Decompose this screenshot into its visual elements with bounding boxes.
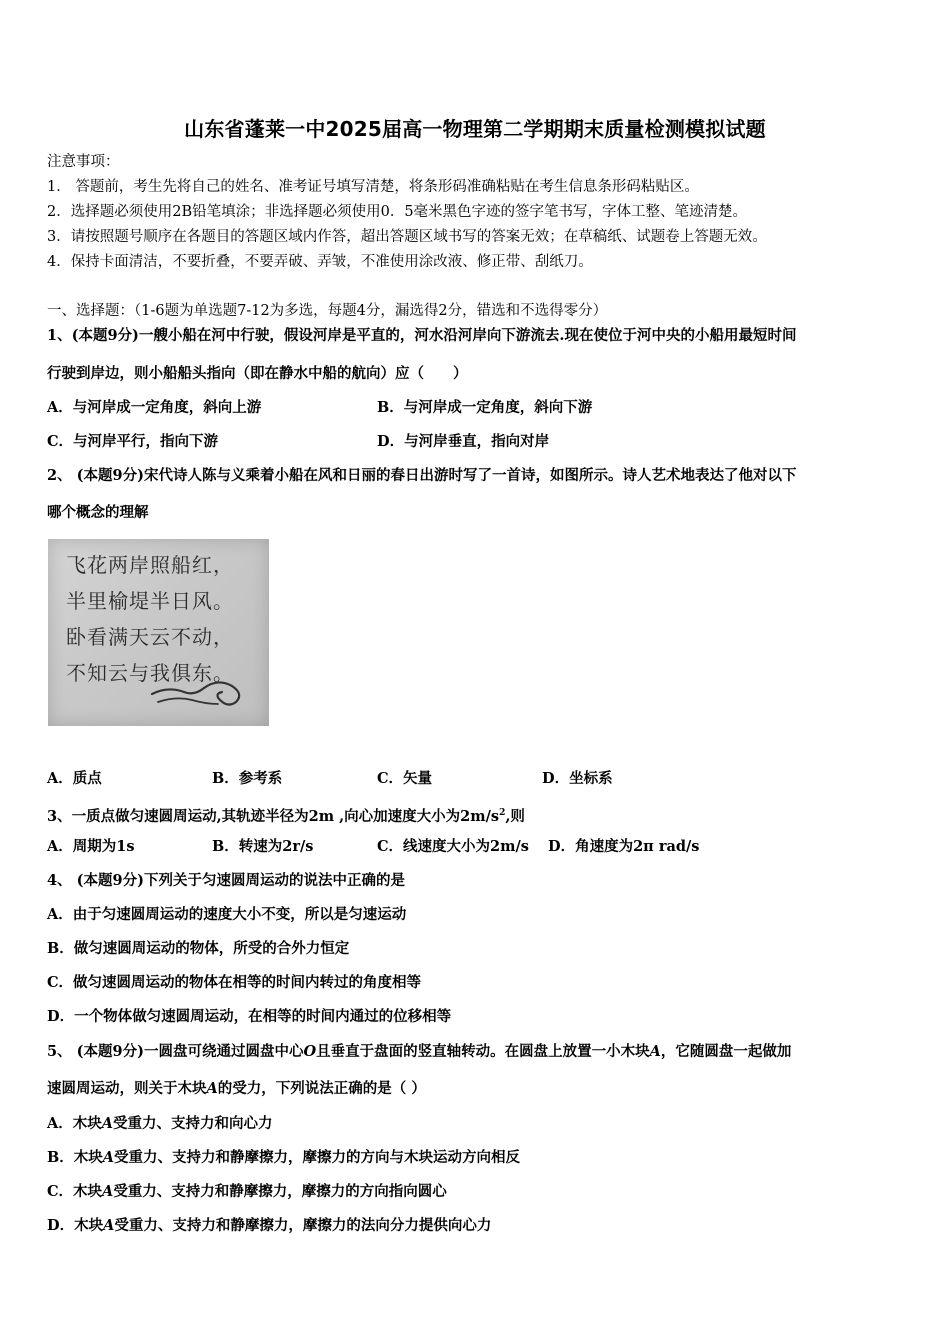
q5-var-a: A [206,1080,218,1097]
q5-option-a [47,1114,273,1134]
q1-option-c: C．与河岸平行，指向下游 [47,433,219,450]
q1-stem-line2: 行驶到岸边，则小船船头指向（即在静水中船的航向）应（ ） [47,365,468,382]
poem-line: 卧看满天云不动， [66,625,234,649]
q5-text: ，它随圆盘一起做加 [660,1043,792,1060]
q1-option-a: A．与河岸成一定角度，斜向上游 [47,399,262,416]
q5-option-text: 受重力、支持力和向心力 [113,1115,273,1132]
q5-option-text: B．木块 [47,1149,103,1166]
q3-stem-sup: 2 [499,808,506,818]
q2-option-b: B．参考系 [212,770,283,787]
q5-option-text: 受重力、支持力和静摩擦力，摩擦力的法向分力提供向心力 [114,1217,492,1234]
q3-stem-text: 3、一质点做匀速圆周运动,其轨迹半径为2m ,向心加速度大小为2m/s [47,807,500,825]
poem-image [48,539,269,726]
page-title: 山东省蓬莱一中2025届高一物理第二学期期末质量检测模拟试题 [184,117,766,141]
poem-line: 半里榆堤半日风。 [66,589,234,613]
q5-var-a: A [101,1115,114,1132]
q1-stem-line1: 1、(本题9分)一艘小船在河中行驶，假设河岸是平直的，河水沿河岸向下游流去.现在使位于河中央的小船用最短时间 [47,327,797,344]
q5-option-b [47,1148,520,1168]
q3-option-d: D．角速度为2π rad/s [548,838,700,855]
q2-option-c: C．矢量 [377,770,433,787]
q1-option-d: D．与河岸垂直，指向对岸 [377,433,550,450]
notice-item: 3．请按照题号顺序在各题目的答题区域内作答，超出答题区域书写的答案无效；在草稿纸、试题卷上答题无效。 [47,229,767,245]
q2-option-a: A．质点 [47,770,102,787]
q4-option-b: B．做匀速圆周运动的物体，所受的合外力恒定 [47,940,350,957]
q5-var-a: A [103,1217,115,1234]
q4-option-a: A．由于匀速圆周运动的速度大小不变，所以是匀速运动 [47,906,407,923]
q3-option-a: A．周期为1s [47,838,135,855]
q1-option-b: B．与河岸成一定角度，斜向下游 [377,399,593,416]
cloud-swirl-icon [148,674,258,714]
q2-stem-line1: 2、 (本题9分)宋代诗人陈与义乘着小船在风和日丽的春日出游时写了一首诗，如图所示。诗人艺术地表达了他对以下 [47,467,797,484]
q5-var-o: O [303,1043,317,1060]
q5-text: 的受力，下列说法正确的是（ ） [217,1080,426,1097]
q3-option-b: B．转速为2r/s [212,838,314,855]
q5-option-text: 受重力、支持力和静摩擦力，摩擦力的方向指向圆心 [113,1183,447,1200]
q3-stem-tail: ,则 [505,807,525,825]
q5-option-d [47,1216,491,1236]
q5-text: 5、 (本题9分)一圆盘可绕通过圆盘中心 [47,1043,304,1060]
q2-stem-line2: 哪个概念的理解 [47,504,149,521]
poem-line: 飞花两岸照船红， [66,553,234,577]
q5-var-a: A [649,1043,661,1060]
notice-item: 2．选择题必须使用2B铅笔填涂；非选择题必须使用0．5毫米黑色字迹的签字笔书写，字体工整、笔迹清楚。 [47,204,748,220]
notice-item: 4．保持卡面清洁，不要折叠，不要弄破、弄皱，不准使用涂改液、修正带、刮纸刀。 [47,254,593,270]
poem-line: 不知云与我俱东。 [66,661,234,685]
q3-option-c: C．线速度大小为2m/s [377,838,529,855]
section-heading: 一、选择题：（1-6题为单选题7-12为多选，每题4分，漏选得2分，错选和不选得零分） [47,303,608,319]
notice-heading: 注意事项： [47,154,120,170]
q5-var-a: A [102,1149,115,1166]
q5-option-text: C．木块 [47,1183,103,1200]
q4-option-c: C．做匀速圆周运动的物体在相等的时间内转过的角度相等 [47,974,422,991]
q5-var-a: A [102,1183,114,1200]
q4-option-d: D．一个物体做匀速圆周运动，在相等的时间内通过的位移相等 [47,1008,452,1025]
q3-stem [47,803,525,827]
q5-option-text: A．木块 [47,1115,102,1132]
q5-option-c [47,1182,447,1202]
notice-item: 1． 答题前，考生先将自己的姓名、准考证号填写清楚，将条形码准确粘贴在考生信息条形码粘贴区。 [47,179,699,195]
q4-stem: 4、 (本题9分)下列关于匀速圆周运动的说法中正确的是 [47,872,405,889]
q5-stem-line2 [47,1079,426,1099]
q5-text: 速圆周运动，则关于木块 [47,1080,207,1097]
q5-option-text: D．木块 [47,1217,104,1234]
q5-option-text: 受重力、支持力和静摩擦力，摩擦力的方向与木块运动方向相反 [114,1149,521,1166]
q5-stem-line1 [47,1042,791,1062]
q2-option-d: D．坐标系 [542,770,613,787]
q5-text: 且垂直于盘面的竖直轴转动。在圆盘上放置一小木块 [316,1043,650,1060]
